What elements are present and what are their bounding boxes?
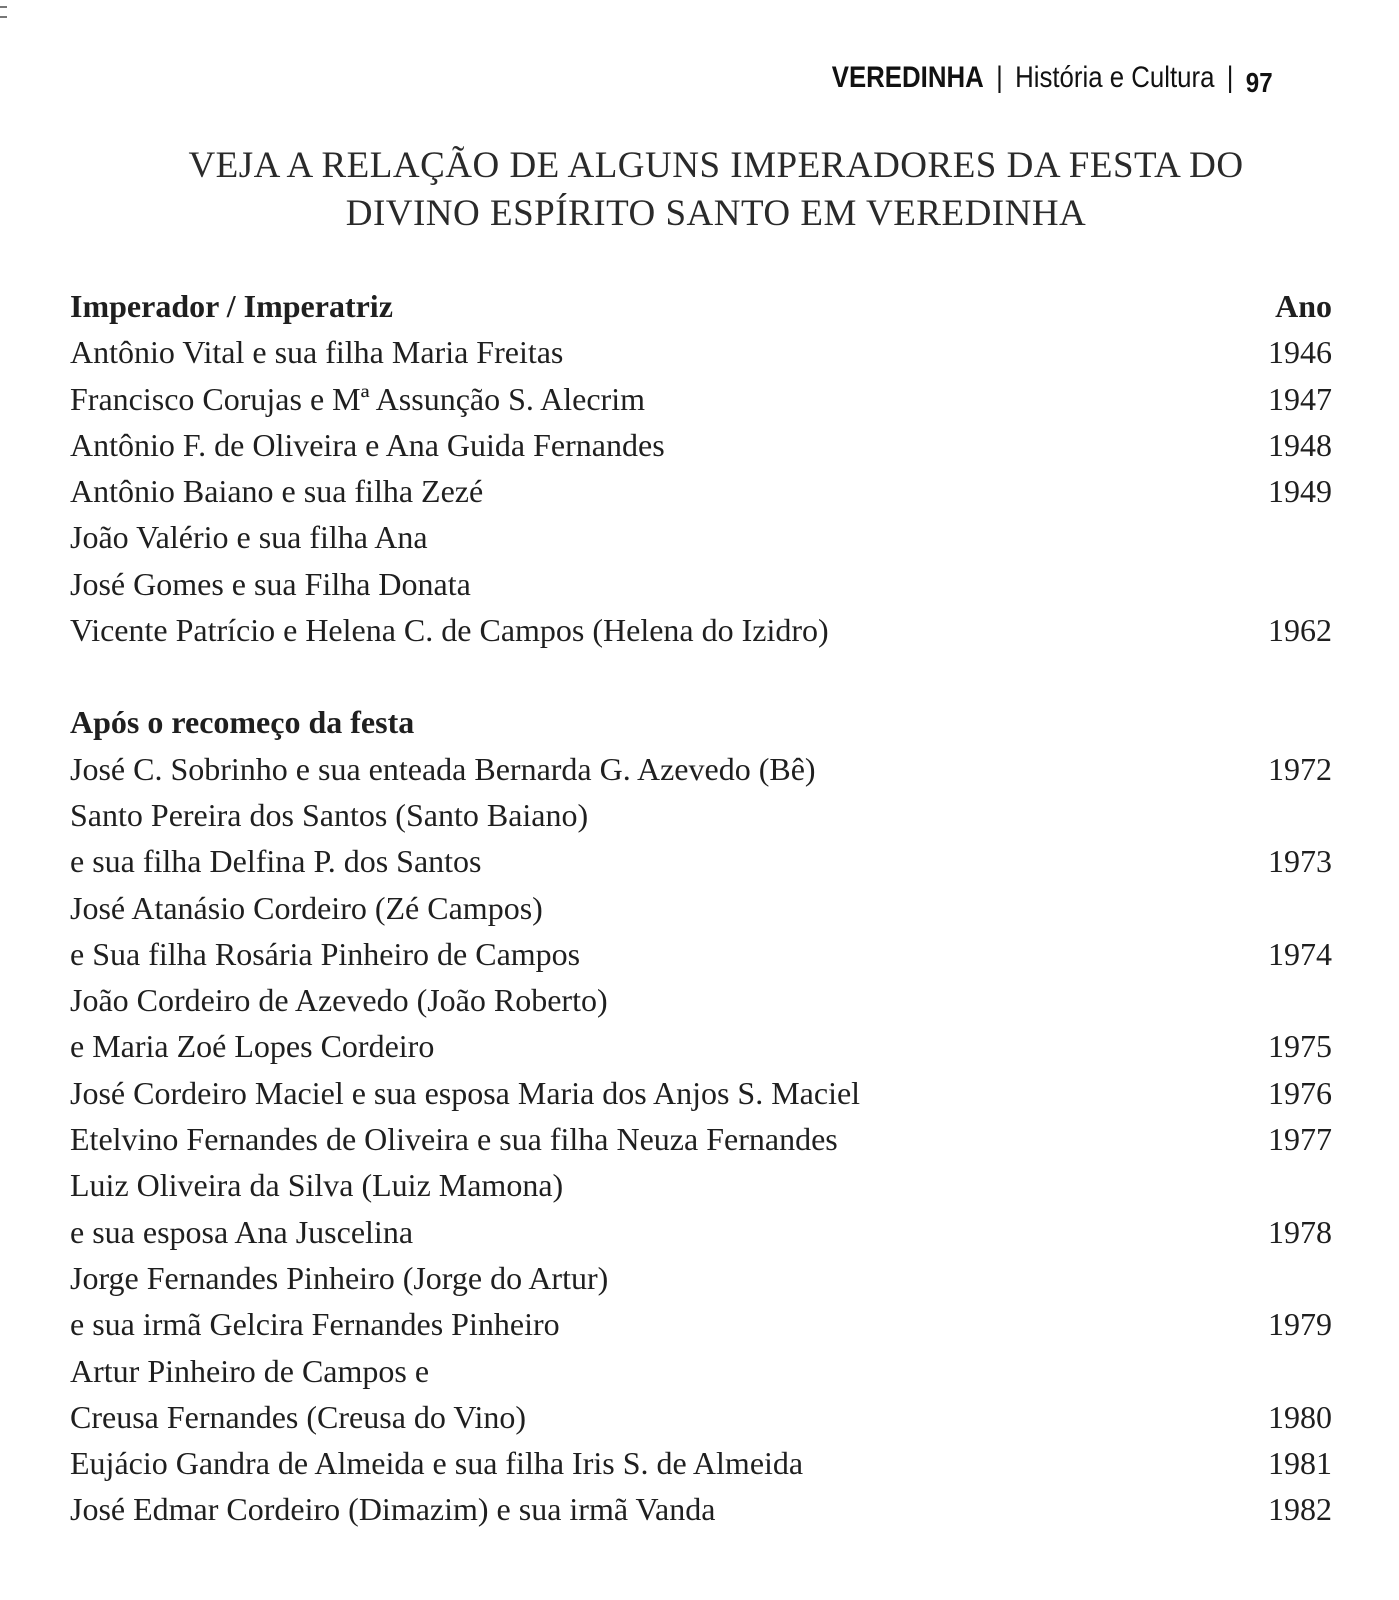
header-separator: |	[1227, 61, 1234, 94]
list-item	[70, 1255, 1332, 1301]
emperor-name: Jorge Fernandes Pinheiro (Jorge do Artur)	[70, 1259, 609, 1296]
header-subtitle: História e Cultura	[1015, 61, 1215, 94]
section-heading: Após o recomeço da festa	[70, 704, 415, 741]
festival-year: 1975	[1268, 1028, 1332, 1065]
festival-year: 1949	[1268, 473, 1332, 510]
list-item	[70, 1162, 1332, 1208]
list-item	[70, 931, 1332, 977]
festival-year: 1973	[1268, 843, 1332, 880]
festival-year: 1982	[1268, 1491, 1332, 1528]
festival-year: 1981	[1268, 1445, 1332, 1482]
list-item	[70, 746, 1332, 792]
emperor-name: Creusa Fernandes (Creusa do Vino)	[70, 1398, 527, 1435]
list-item	[70, 1070, 1332, 1116]
list-item	[70, 1394, 1332, 1440]
list-item	[70, 1440, 1332, 1486]
emperor-name: e sua esposa Ana Juscelina	[70, 1213, 414, 1250]
page-title-line-1: VEJA A RELAÇÃO DE ALGUNS IMPERADORES DA FESTA DO	[188, 145, 1244, 186]
list-item	[70, 329, 1332, 375]
list-header-row	[70, 283, 1332, 329]
emperor-name: Antônio Vital e sua filha Maria Freitas	[70, 334, 564, 371]
list-item	[70, 514, 1332, 560]
festival-year: 1962	[1268, 612, 1332, 649]
festival-year: 1946	[1268, 334, 1332, 371]
list-item	[70, 1348, 1332, 1394]
emperor-name: e sua irmã Gelcira Fernandes Pinheiro	[70, 1306, 560, 1343]
festival-year: 1978	[1268, 1213, 1332, 1250]
list-item	[70, 885, 1332, 931]
emperor-name: Francisco Corujas e Mª Assunção S. Alecrim	[70, 380, 645, 417]
festival-year: 1947	[1268, 380, 1332, 417]
emperor-name: José Edmar Cordeiro (Dimazim) e sua irmã Vanda	[70, 1491, 716, 1528]
header-book-title: VEREDINHA	[832, 61, 985, 94]
page-title-line-2: DIVINO ESPÍRITO SANTO EM VEREDINHA	[345, 193, 1087, 234]
emperor-name: Santo Pereira dos Santos (Santo Baiano)	[70, 796, 589, 833]
emperor-name: Eujácio Gandra de Almeida e sua filha Iris S. de Almeida	[70, 1445, 804, 1482]
list-item	[70, 422, 1332, 468]
emperor-name: Luiz Oliveira da Silva (Luiz Mamona)	[70, 1167, 564, 1204]
emperor-name: Antônio Baiano e sua filha Zezé	[70, 473, 484, 510]
list-item	[70, 1486, 1332, 1532]
emperor-name: João Valério e sua filha Ana	[70, 519, 428, 556]
festival-year: 1976	[1268, 1074, 1332, 1111]
list-item	[70, 977, 1332, 1023]
page-number: 97	[1246, 67, 1273, 98]
festival-year: 1972	[1268, 750, 1332, 787]
section-spacer	[70, 653, 1332, 699]
festival-year: 1974	[1268, 935, 1332, 972]
list-item	[70, 607, 1332, 653]
emperor-name: José Atanásio Cordeiro (Zé Campos)	[70, 889, 543, 926]
emperor-name: José C. Sobrinho e sua enteada Bernarda G. Azevedo (Bê)	[70, 750, 816, 787]
emperor-name: e Maria Zoé Lopes Cordeiro	[70, 1028, 435, 1065]
page-title	[70, 142, 1362, 238]
list-item	[70, 468, 1332, 514]
emperor-name: Artur Pinheiro de Campos e	[70, 1352, 430, 1389]
festival-year: 1979	[1268, 1306, 1332, 1343]
column-header-year: Ano	[1275, 288, 1332, 324]
running-header	[832, 58, 1273, 98]
emperor-name: e Sua filha Rosária Pinheiro de Campos	[70, 935, 581, 972]
column-header-name: Imperador / Imperatriz	[70, 288, 393, 324]
list-item	[70, 376, 1332, 422]
list-item	[70, 1301, 1332, 1347]
festival-year: 1980	[1268, 1398, 1332, 1435]
emperor-name: e sua filha Delfina P. dos Santos	[70, 843, 482, 880]
list-item	[70, 1023, 1332, 1069]
emperor-name: José Cordeiro Maciel e sua esposa Maria dos Anjos S. Maciel	[70, 1074, 861, 1111]
emperor-name: José Gomes e sua Filha Donata	[70, 565, 471, 602]
festival-year: 1948	[1268, 426, 1332, 463]
emperor-name: Etelvino Fernandes de Oliveira e sua filha Neuza Fernandes	[70, 1121, 838, 1158]
list-item	[70, 1209, 1332, 1255]
header-separator: |	[996, 61, 1004, 94]
emperor-name: Antônio F. de Oliveira e Ana Guida Fernandes	[70, 426, 665, 463]
list-item	[70, 1116, 1332, 1162]
list-item	[70, 838, 1332, 884]
emperors-list	[70, 283, 1332, 1533]
scan-corner-mark	[0, 6, 7, 18]
festival-year: 1977	[1268, 1121, 1332, 1158]
emperor-name: Vicente Patrício e Helena C. de Campos (Helena do Izidro)	[70, 612, 829, 649]
list-item	[70, 792, 1332, 838]
emperor-name: João Cordeiro de Azevedo (João Roberto)	[70, 982, 608, 1019]
list-item	[70, 561, 1332, 607]
